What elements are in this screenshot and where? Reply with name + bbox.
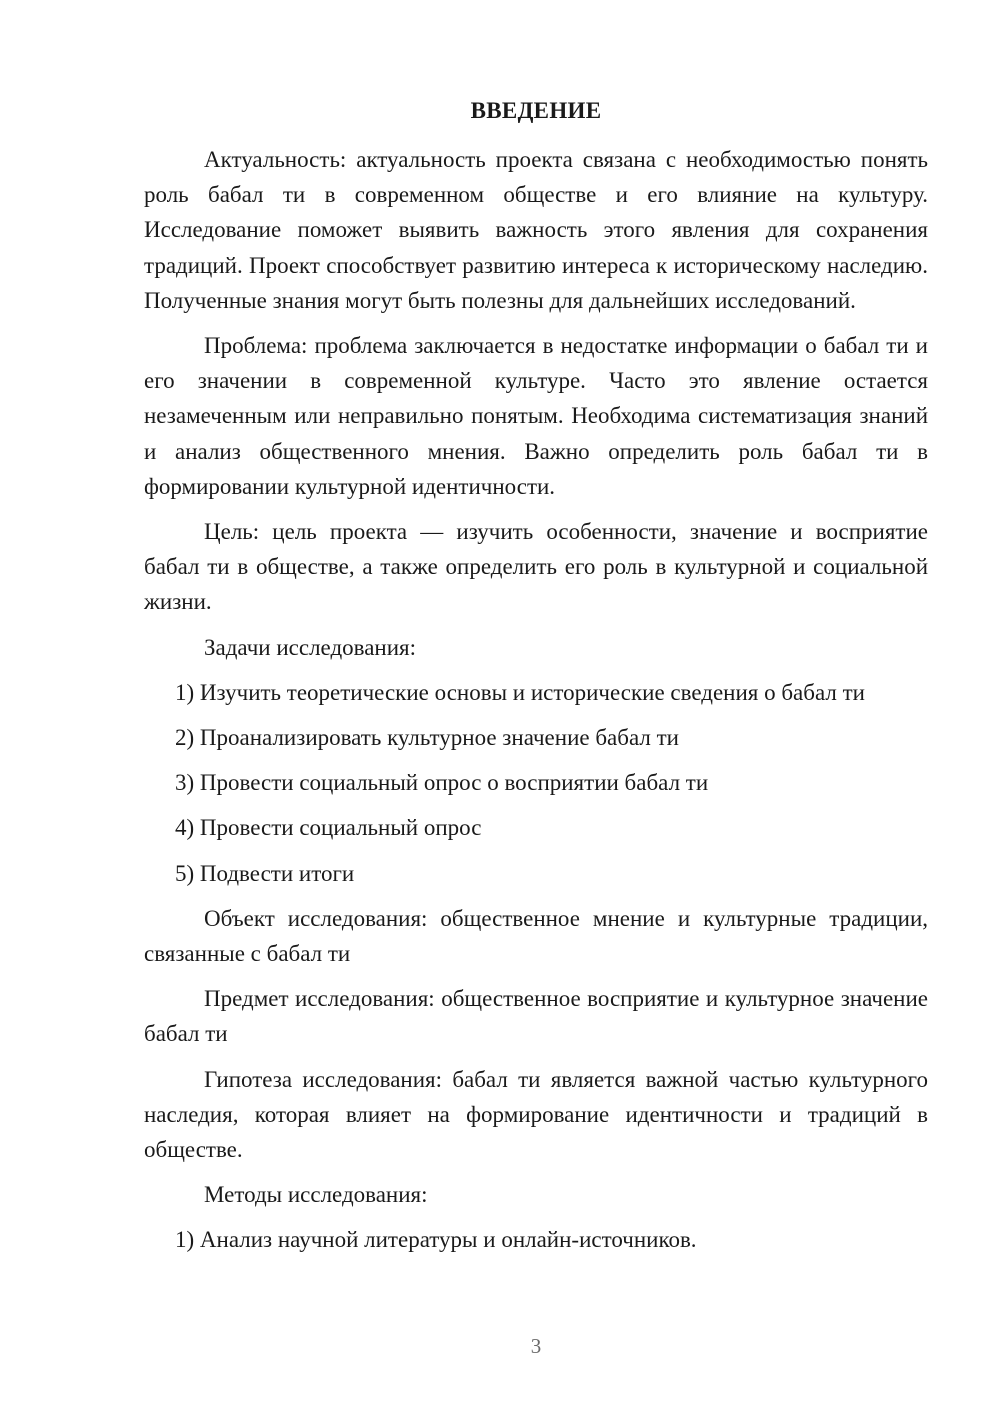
relevance-paragraph: Актуальность: актуальность проекта связана с необходимостью понять роль бабал ти в современном обществе и его влияние на культуру. Исследование поможет выявить важность этого явления для сохранения традиций. Проект способствует развитию интереса к историческому наследию. Полученные знания могут быть полезны для дальнейших исследований. [144,147,928,313]
problem-paragraph: Проблема: проблема заключается в недостатке информации о бабал ти и его значении в современной культуре. Часто это явление остается незамеченным или неправильно понятым. Необходима систематизация знаний и анализ общественного мнения. Важно определить роль бабал ти в формировании культурной идентичности. [144,333,928,499]
task-item: 5) Подвести итоги [175,860,355,886]
page-number: 3 [530,1334,542,1358]
method-item: 1) Анализ научной литературы и онлайн-источников. [175,1227,697,1253]
page-body [144,142,928,1268]
object-paragraph: Объект исследования: общественное мнение и культурные традиции, связанные с бабал ти [144,905,928,967]
methods-label: Методы исследования: [204,1182,428,1208]
task-item: 1) Изучить теоретические основы и исторические сведения о бабал ти [175,679,865,705]
task-item: 4) Провести социальный опрос [175,815,482,841]
task-item: 3) Провести социальный опрос о восприятии бабал ти [175,770,709,796]
section-heading: ВВЕДЕНИЕ [470,98,602,123]
hypothesis-paragraph: Гипотеза исследования: бабал ти является важной частью культурного наследия, которая влияет на формирование идентичности и традиций в обществе. [144,1066,928,1163]
goal-paragraph: Цель: цель проекта — изучить особенности, значение и восприятие бабал ти в обществе, а также определить его роль в культурной и социальной жизни. [144,519,928,615]
tasks-label: Задачи исследования: [204,634,417,660]
subject-paragraph: Предмет исследования: общественное восприятие и культурное значение бабал ти [144,986,928,1047]
task-item: 2) Проанализировать культурное значение бабал ти [175,725,679,751]
